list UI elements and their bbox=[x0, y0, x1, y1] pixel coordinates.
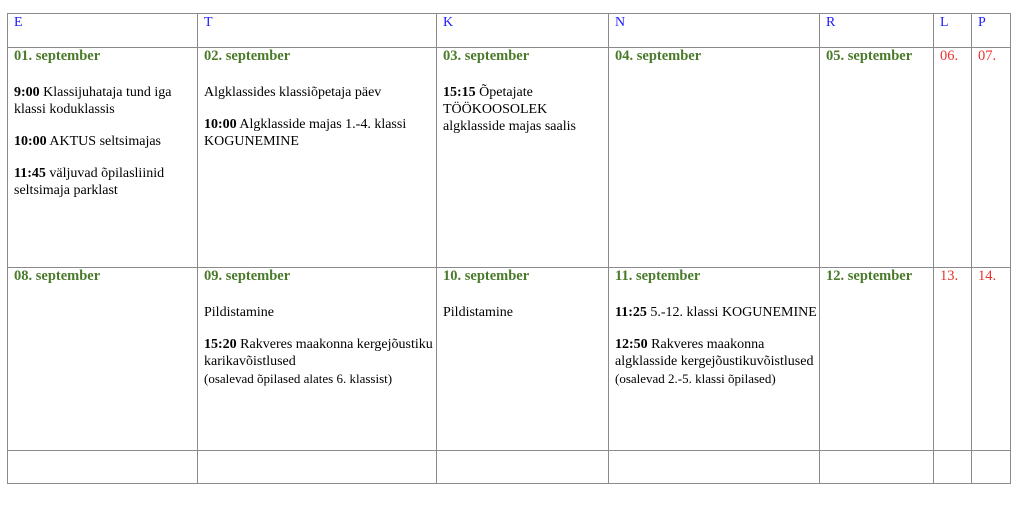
event-text: Rakveres maakonna kergejõustiku karikavõistlused bbox=[204, 337, 433, 369]
weekend-date: 06. bbox=[940, 48, 959, 64]
empty-cell bbox=[934, 451, 972, 484]
event-time: 11:25 bbox=[615, 305, 647, 320]
week-row-2 bbox=[8, 268, 1011, 451]
weekday-header-sun: P bbox=[972, 14, 1011, 48]
day-date: 10. september bbox=[443, 268, 530, 284]
weekday-header-fri: R bbox=[820, 14, 934, 48]
day-cell-sep-11 bbox=[609, 268, 820, 451]
day-date: 01. september bbox=[14, 48, 101, 64]
weekday-header-row bbox=[8, 14, 1011, 48]
empty-cell bbox=[198, 451, 437, 484]
day-cell-sep-14 bbox=[972, 268, 1011, 451]
event-time: 15:15 bbox=[443, 85, 476, 100]
event-time: 15:20 bbox=[204, 337, 237, 352]
empty-cell bbox=[972, 451, 1011, 484]
day-note: Pildistamine bbox=[443, 305, 513, 320]
event-text: Klassijuhataja tund iga klassi koduklassis bbox=[14, 85, 172, 117]
day-cell-sep-04 bbox=[609, 48, 820, 268]
day-date: 12. september bbox=[826, 268, 913, 284]
empty-cell bbox=[609, 451, 820, 484]
event-text: Õpetajate TÖÖKOOSOLEK algklasside majas saalis bbox=[443, 85, 576, 134]
day-cell-sep-06 bbox=[934, 48, 972, 268]
day-cell-sep-01 bbox=[8, 48, 198, 268]
weekday-header-sat: L bbox=[934, 14, 972, 48]
day-note: Pildistamine bbox=[204, 305, 274, 320]
event-text: Rakveres maakonna algklasside kergejõustikuvõistlused bbox=[615, 337, 814, 369]
weekend-date: 07. bbox=[978, 48, 997, 64]
day-date: 09. september bbox=[204, 268, 291, 284]
day-cell-sep-07 bbox=[972, 48, 1011, 268]
day-cell-sep-12 bbox=[820, 268, 934, 451]
day-note: Algklassides klassiõpetaja päev bbox=[204, 85, 382, 100]
event-text: Algklasside majas 1.-4. klassi KOGUNEMINE bbox=[204, 117, 407, 149]
event-time: 12:50 bbox=[615, 337, 648, 352]
weekday-header-wed: K bbox=[437, 14, 609, 48]
day-date: 02. september bbox=[204, 48, 291, 64]
event-text: 5.-12. klassi KOGUNEMINE bbox=[646, 305, 817, 320]
weekday-header-tue: T bbox=[198, 14, 437, 48]
day-date: 04. september bbox=[615, 48, 702, 64]
event-entry bbox=[204, 336, 436, 387]
event-time: 10:00 bbox=[204, 117, 237, 132]
day-cell-sep-10 bbox=[437, 268, 609, 451]
event-entry bbox=[14, 133, 197, 150]
empty-cell bbox=[820, 451, 934, 484]
day-date: 08. september bbox=[14, 268, 101, 284]
event-time: 11:45 bbox=[14, 166, 46, 181]
weekend-date: 13. bbox=[940, 268, 959, 284]
day-cell-sep-05 bbox=[820, 48, 934, 268]
event-entry bbox=[615, 336, 819, 387]
event-entry bbox=[615, 304, 819, 321]
day-cell-sep-08 bbox=[8, 268, 198, 451]
calendar-table bbox=[7, 13, 1011, 484]
event-entry bbox=[443, 84, 608, 135]
week-row-1 bbox=[8, 48, 1011, 268]
day-date: 11. september bbox=[615, 268, 701, 284]
weekday-header-mon: E bbox=[8, 14, 198, 48]
day-cell-sep-09 bbox=[198, 268, 437, 451]
event-time: 9:00 bbox=[14, 85, 40, 100]
weekend-date: 14. bbox=[978, 268, 997, 284]
event-subnote: (osalevad õpilased alates 6. klassist) bbox=[204, 371, 393, 386]
event-time: 10:00 bbox=[14, 134, 47, 149]
event-entry bbox=[14, 165, 197, 199]
event-subnote: (osalevad 2.-5. klassi õpilased) bbox=[615, 371, 776, 386]
day-cell-sep-03 bbox=[437, 48, 609, 268]
day-cell-sep-02 bbox=[198, 48, 437, 268]
event-text: AKTUS seltsimajas bbox=[46, 134, 162, 149]
day-date: 05. september bbox=[826, 48, 913, 64]
event-text: väljuvad õpilasliinid seltsimaja parklast bbox=[14, 166, 165, 198]
empty-cell bbox=[8, 451, 198, 484]
event-entry bbox=[14, 84, 197, 118]
weekday-header-thu: N bbox=[609, 14, 820, 48]
day-cell-sep-13 bbox=[934, 268, 972, 451]
day-date: 03. september bbox=[443, 48, 530, 64]
event-entry bbox=[204, 116, 436, 150]
empty-row bbox=[8, 451, 1011, 484]
empty-cell bbox=[437, 451, 609, 484]
